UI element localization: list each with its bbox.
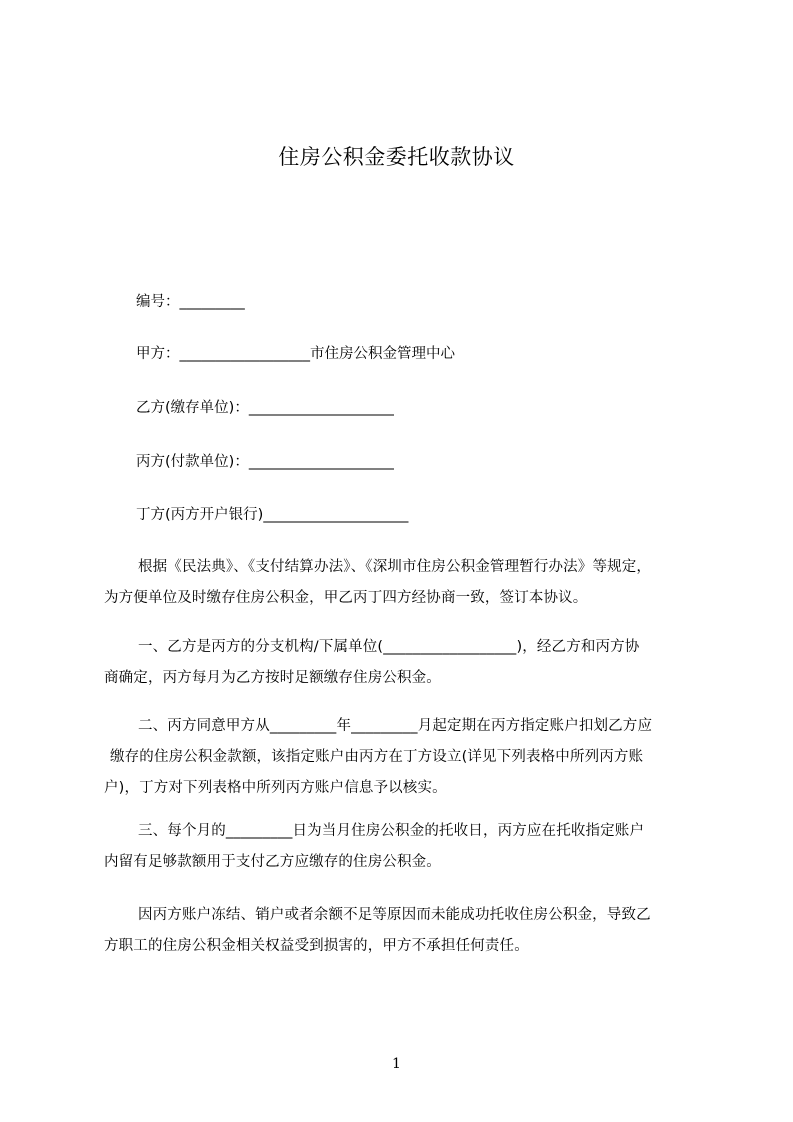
field-party-b: 乙方(缴存单位)：____________________ <box>136 400 394 416</box>
paragraph-clause-3 <box>104 816 704 878</box>
paragraph-line: 二、丙方同意甲方从_________年_________月起定期在丙方指定账户扣划乙方应 <box>138 718 653 734</box>
document-title: 住房公积金委托收款协议 <box>278 145 515 169</box>
paragraph-line: 为方便单位及时缴存住房公积金，甲乙丙丁四方经协商一致，签订本协议。 <box>104 590 588 606</box>
paragraph-line: 三、每个月的_________日为当月住房公积金的托收日，丙方应在托收指定账户 <box>138 823 645 839</box>
paragraph-line: 缴存的住房公积金款额，该指定账户由丙方在丁方设立(详见下列表格中所列丙方账 <box>110 749 644 765</box>
paragraph-line: 一、乙方是丙方的分支机构/下属单位(__________________)，经乙方和丙方协 <box>138 639 640 655</box>
paragraph-preamble <box>104 552 704 614</box>
paragraph-line: 因丙方账户冻结、销户或者余额不足等原因而未能成功托收住房公积金，导致乙 <box>138 907 651 923</box>
paragraph-line: 根据《民法典》、《支付结算办法》、《深圳市住房公积金管理暂行办法》等规定， <box>138 559 652 575</box>
field-serial-number: 编号：_________ <box>136 294 245 310</box>
field-party-d: 丁方(丙方开户银行)____________________ <box>136 507 409 523</box>
paragraph-line: 内留有足够款额用于支付乙方应缴存的住房公积金。 <box>104 854 441 870</box>
field-party-a: 甲方：__________________市住房公积金管理中心 <box>136 346 455 362</box>
paragraph-line: 商确定，丙方每月为乙方按时足额缴存住房公积金。 <box>104 670 441 686</box>
field-party-c: 丙方(付款单位)：____________________ <box>136 454 394 470</box>
paragraph-clause-1 <box>104 632 704 694</box>
paragraph-line: 方职工的住房公积金相关权益受到损害的，甲方不承担任何责任。 <box>104 938 529 954</box>
paragraph-line: 户)，丁方对下列表格中所列丙方账户信息予以核实。 <box>104 780 447 796</box>
paragraph-clause-2 <box>104 711 704 804</box>
page-number: 1 <box>392 1056 401 1072</box>
paragraph-disclaimer <box>104 900 704 962</box>
